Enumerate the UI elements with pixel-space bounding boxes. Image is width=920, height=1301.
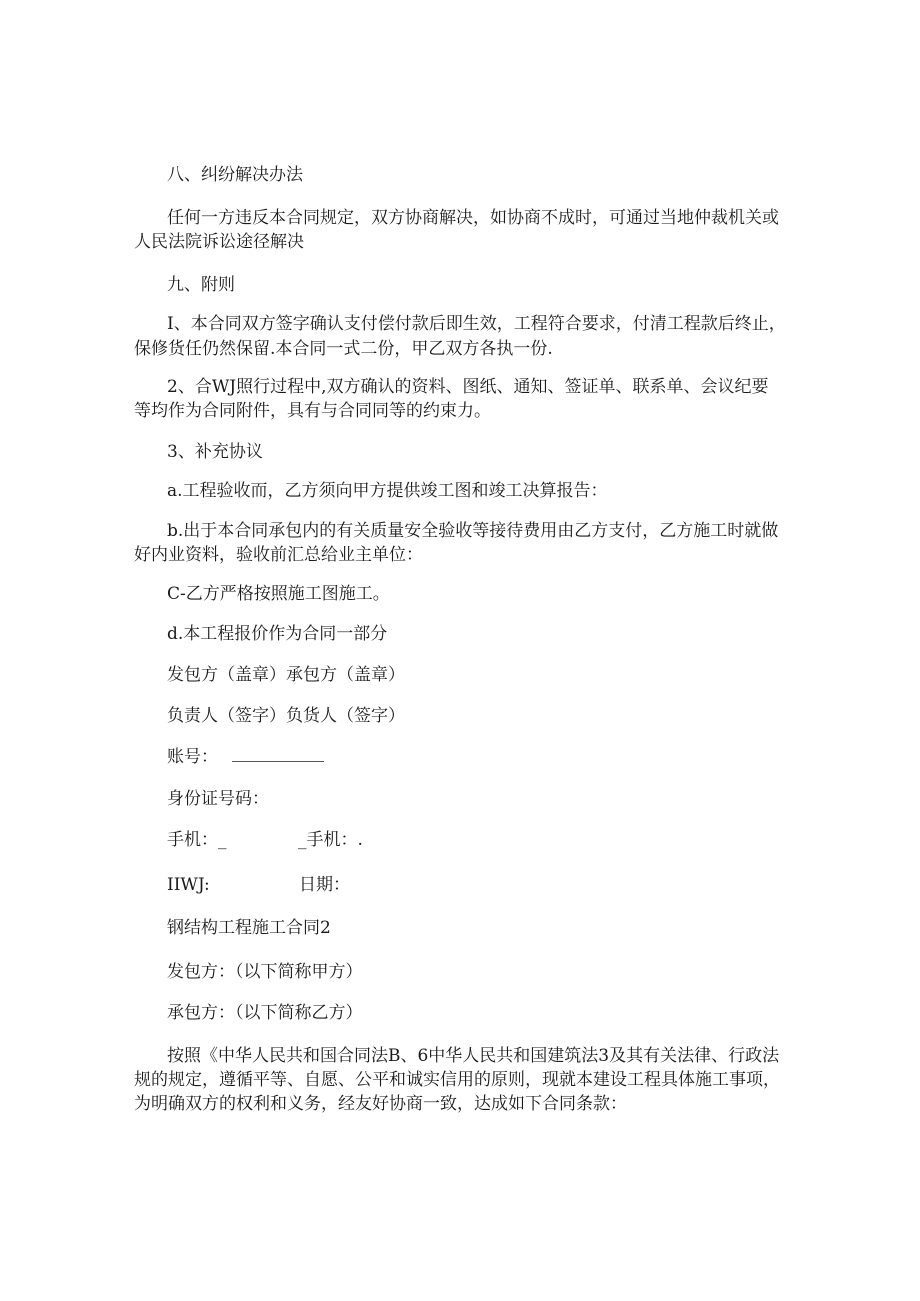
signature-person-line: 负责人（签字）负货人（签字） [167,706,405,726]
item-a: a.工程验收而，乙方须向甲方提供竣工图和竣工决算报告： [167,481,608,501]
date-label: 日期： [299,875,350,895]
item-2-line-2: 等均作为合同附件，具有与合同同等的约束力。 [134,401,491,421]
party-b-line: 承包方：（以下简称乙方） [167,1003,363,1023]
section-8-paragraph-line-2: 人民法院诉讼途径解决 [134,232,304,252]
signature-seal-line: 发包方（盖章）承包方（盖章） [167,665,405,685]
item-c: C-乙方严格按照施工图施工。 [167,584,390,604]
phone-left: 手机：_ [167,830,227,850]
iiwj-label: IIWJ: [167,875,210,895]
item-1-line-2: 保修货任仍然保留.本合同一式二份，甲乙双方各执一份. [134,339,553,359]
item-b-line-1: b.出于本合同承包内的有关质量安全验收等接待费用由乙方支付，乙方施工时就做 [167,521,779,541]
item-1-line-1: I、本合同双方签字确认支付偿付款后即生效，工程符合要求，付清工程款后终止， [167,314,786,334]
item-b-line-2: 好内业资料，验收前汇总给业主单位： [134,545,423,565]
phone-right: _手机：. [298,830,363,850]
closing-paragraph-line-1: 按照《中华人民共和国合同法B、6中华人民共和国建筑法3及其有关法律、行政法 [167,1046,780,1066]
id-number-label: 身份证号码： [167,789,269,809]
section-9-heading: 九、附则 [167,275,235,295]
account-blank-line [232,747,324,762]
section-8-heading: 八、纠纷解决办法 [167,165,303,185]
contract-2-title: 钢结构工程施工合同2 [167,918,331,938]
item-2-line-1: 2、合WJ照行过程中,双方确认的资料、图纸、通知、签证单、联系单、会议纪要 [167,377,769,397]
section-8-paragraph-line-1: 任何一方违反本合同规定，双方协商解决，如协商不成时，可通过当地仲裁机关或 [167,208,779,228]
item-d: d.本工程报价作为合同一部分 [167,624,388,644]
item-3-heading: 3、补充协议 [167,442,263,462]
closing-paragraph-line-3: 为明确双方的权利和义务，经友好协商一致，达成如下合同条款： [134,1094,627,1114]
party-a-line: 发包方：（以下简称甲方） [167,962,363,982]
account-row [167,745,324,769]
closing-paragraph-line-2: 规的规定，遵循平等、自愿、公平和诚实信用的原则，现就本建设工程具体施工事项， [134,1070,780,1090]
account-label: 账号： [167,747,218,767]
